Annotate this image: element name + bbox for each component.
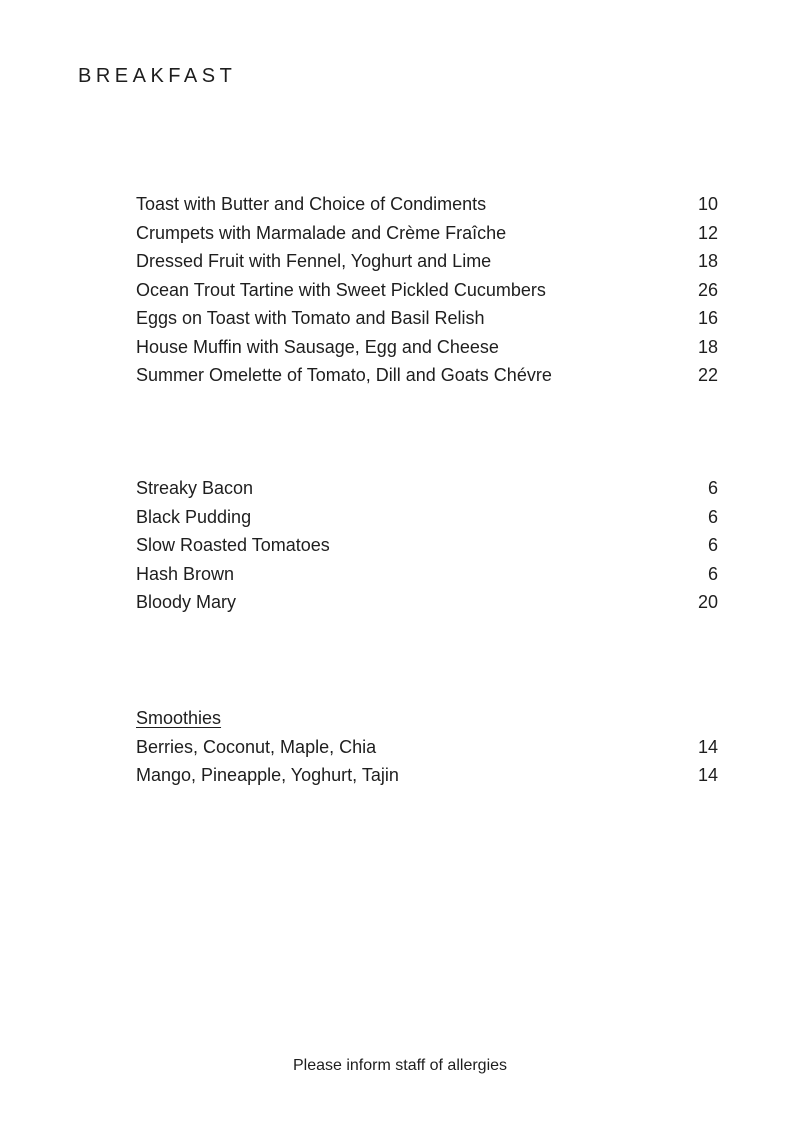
menu-item-price: 10 [697,194,718,214]
menu-section-mains [136,190,718,390]
menu-item [136,531,718,560]
menu-item [136,474,718,503]
menu-item-price: 14 [697,736,718,757]
menu-item-label: Toast with Butter and Choice of Condiments [136,194,487,214]
menu-item [136,276,718,305]
menu-item-label: Bloody Mary [136,592,237,612]
menu-item [136,503,718,532]
menu-item [136,333,718,362]
menu-item-price: 18 [697,336,718,357]
menu-item [136,190,718,219]
menu-item [136,761,718,790]
menu-item [136,588,718,617]
menu-item-label: Crumpets with Marmalade and Crème Fraîche [136,222,507,243]
menu-item [136,733,718,762]
allergy-note: Please inform staff of allergies [292,1057,508,1074]
menu-item-price: 6 [707,563,718,584]
menu-item-price: 14 [697,765,718,785]
menu-item-price: 20 [697,592,718,612]
menu-item-label: Hash Brown [136,563,235,584]
menu-section-smoothies [136,704,718,790]
menu-item-price: 12 [697,222,718,243]
menu-item-price: 22 [697,365,718,385]
menu-section-sides [136,474,718,617]
menu-item [136,361,718,390]
menu-item-label: Berries, Coconut, Maple, Chia [136,736,377,757]
menu-item-label: Summer Omelette of Tomato, Dill and Goats Chévre [136,365,552,385]
menu-item-label: Mango, Pineapple, Yoghurt, Tajin [136,765,399,785]
menu-item [136,247,718,276]
menu-item-price: 18 [697,251,718,271]
menu-item [136,219,718,248]
smoothies-heading: Smoothies [136,708,222,728]
page-title: BREAKFAST [78,65,237,87]
menu-item-label: Eggs on Toast with Tomato and Basil Relish [136,308,485,328]
menu-item-label: Streaky Bacon [136,478,254,498]
menu-item [136,560,718,589]
menu-item-price: 6 [707,478,718,498]
menu-item-label: Dressed Fruit with Fennel, Yoghurt and Lime [136,251,492,271]
menu-item-label: Black Pudding [136,506,252,527]
menu-item-label: House Muffin with Sausage, Egg and Cheese [136,336,499,357]
menu-item-price: 6 [707,535,718,555]
menu-item-label: Ocean Trout Tartine with Sweet Pickled Cucumbers [136,279,546,300]
menu-item-price: 6 [707,506,718,527]
menu-item-label: Slow Roasted Tomatoes [136,535,330,555]
menu-item-price: 16 [697,308,718,328]
menu-item [136,304,718,333]
menu-item-price: 26 [697,279,718,300]
